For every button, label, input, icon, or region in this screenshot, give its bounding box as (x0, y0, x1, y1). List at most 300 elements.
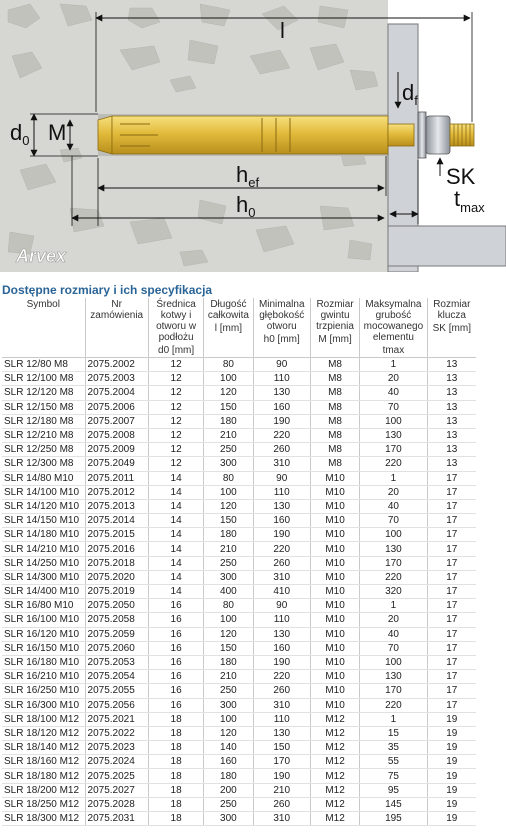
cell-diameter: 16 (148, 613, 203, 627)
cell-diameter: 18 (148, 726, 203, 740)
table-row (2, 613, 476, 627)
cell-symbol: SLR 14/120 M10 (2, 499, 85, 513)
cell-thickness: 1 (360, 358, 427, 372)
cell-thread: M10 (310, 528, 359, 542)
cell-hole-depth: 130 (253, 499, 310, 513)
cell-length: 300 (204, 812, 253, 826)
cell-hole-depth: 110 (253, 712, 310, 726)
cell-symbol: SLR 18/180 M12 (2, 769, 85, 783)
anchor-diagram-svg (0, 0, 506, 272)
cell-symbol: SLR 16/100 M10 (2, 613, 85, 627)
cell-diameter: 18 (148, 741, 203, 755)
cell-thickness: 55 (360, 755, 427, 769)
cell-thickness: 100 (360, 414, 427, 428)
table-row (2, 485, 476, 499)
table-row (2, 372, 476, 386)
cell-wrench: 17 (427, 585, 476, 599)
label-l: l (280, 18, 285, 43)
cell-hole-depth: 310 (253, 457, 310, 471)
cell-wrench: 17 (427, 499, 476, 513)
cell-length: 180 (204, 655, 253, 669)
cell-diameter: 14 (148, 485, 203, 499)
cell-thread: M12 (310, 769, 359, 783)
cell-thickness: 40 (360, 386, 427, 400)
washer (418, 112, 426, 158)
cell-symbol: SLR 18/120 M12 (2, 726, 85, 740)
cell-hole-depth: 90 (253, 599, 310, 613)
cell-symbol: SLR 16/210 M10 (2, 670, 85, 684)
cell-thread: M12 (310, 726, 359, 740)
cell-thickness: 20 (360, 372, 427, 386)
cell-thickness: 170 (360, 443, 427, 457)
cell-order-number: 2075.2012 (85, 485, 148, 499)
cell-diameter: 16 (148, 599, 203, 613)
cell-hole-depth: 110 (253, 485, 310, 499)
cell-symbol: SLR 12/300 M8 (2, 457, 85, 471)
cell-thickness: 220 (360, 698, 427, 712)
cell-order-number: 2075.2003 (85, 372, 148, 386)
cell-thread: M10 (310, 599, 359, 613)
cell-thread: M12 (310, 741, 359, 755)
cell-wrench: 17 (427, 641, 476, 655)
cell-length: 80 (204, 471, 253, 485)
cell-order-number: 2075.2021 (85, 712, 148, 726)
cell-length: 100 (204, 613, 253, 627)
cell-symbol: SLR 18/300 M12 (2, 812, 85, 826)
cell-hole-depth: 160 (253, 400, 310, 414)
cell-thread: M8 (310, 428, 359, 442)
cell-hole-depth: 220 (253, 670, 310, 684)
cell-hole-depth: 210 (253, 783, 310, 797)
cell-symbol: SLR 16/120 M10 (2, 627, 85, 641)
cell-order-number: 2075.2028 (85, 797, 148, 811)
cell-thread: M10 (310, 585, 359, 599)
cell-length: 300 (204, 570, 253, 584)
cell-thickness: 20 (360, 613, 427, 627)
cell-order-number: 2075.2016 (85, 542, 148, 556)
cell-wrench: 17 (427, 570, 476, 584)
table-row (2, 769, 476, 783)
cell-symbol: SLR 12/150 M8 (2, 400, 85, 414)
cell-order-number: 2075.2059 (85, 627, 148, 641)
cell-diameter: 18 (148, 783, 203, 797)
cell-symbol: SLR 18/100 M12 (2, 712, 85, 726)
label-m: M (48, 120, 67, 145)
cell-thickness: 130 (360, 542, 427, 556)
label-tmax: $t_{max}$ (454, 186, 485, 215)
cell-thread: M8 (310, 400, 359, 414)
cell-hole-depth: 90 (253, 358, 310, 372)
cell-thickness: 1 (360, 599, 427, 613)
cell-hole-depth: 190 (253, 769, 310, 783)
cell-wrench: 17 (427, 542, 476, 556)
cell-wrench: 17 (427, 627, 476, 641)
cell-wrench: 17 (427, 514, 476, 528)
cell-thickness: 130 (360, 428, 427, 442)
anchor-shaft (388, 124, 414, 146)
cell-diameter: 16 (148, 670, 203, 684)
cell-wrench: 17 (427, 599, 476, 613)
cell-order-number: 2075.2055 (85, 684, 148, 698)
cell-diameter: 14 (148, 471, 203, 485)
cell-order-number: 2075.2060 (85, 641, 148, 655)
cell-length: 250 (204, 684, 253, 698)
table-row (2, 386, 476, 400)
cell-length: 100 (204, 712, 253, 726)
label-hef: $h_{ef}$ (236, 162, 260, 190)
cell-order-number: 2075.2013 (85, 499, 148, 513)
cell-diameter: 14 (148, 499, 203, 513)
cell-thread: M10 (310, 485, 359, 499)
cell-symbol: SLR 14/210 M10 (2, 542, 85, 556)
cell-order-number: 2075.2027 (85, 783, 148, 797)
table-row (2, 443, 476, 457)
cell-length: 180 (204, 414, 253, 428)
cell-length: 200 (204, 783, 253, 797)
cell-order-number: 2075.2058 (85, 613, 148, 627)
cell-order-number: 2075.2009 (85, 443, 148, 457)
cell-thread: M12 (310, 797, 359, 811)
header-order-number: Nr zamówienia (85, 298, 148, 358)
cell-diameter: 14 (148, 528, 203, 542)
cell-diameter: 14 (148, 556, 203, 570)
cell-symbol: SLR 14/150 M10 (2, 514, 85, 528)
cell-length: 120 (204, 726, 253, 740)
header-symbol: Symbol (2, 298, 85, 358)
cell-wrench: 13 (427, 428, 476, 442)
header-wrench: Rozmiar klucza SK [mm] (427, 298, 476, 358)
cell-hole-depth: 260 (253, 684, 310, 698)
specification-table (2, 298, 476, 826)
cell-diameter: 14 (148, 514, 203, 528)
cell-wrench: 13 (427, 414, 476, 428)
cell-thread: M10 (310, 641, 359, 655)
cell-wrench: 19 (427, 726, 476, 740)
cell-order-number: 2075.2019 (85, 585, 148, 599)
cell-length: 120 (204, 627, 253, 641)
cell-order-number: 2075.2015 (85, 528, 148, 542)
cell-diameter: 12 (148, 457, 203, 471)
cell-length: 100 (204, 485, 253, 499)
cell-length: 300 (204, 457, 253, 471)
cell-length: 300 (204, 698, 253, 712)
cell-thread: M10 (310, 542, 359, 556)
cell-length: 140 (204, 741, 253, 755)
cell-thickness: 130 (360, 670, 427, 684)
cell-order-number: 2075.2020 (85, 570, 148, 584)
cell-order-number: 2075.2014 (85, 514, 148, 528)
cell-thickness: 20 (360, 485, 427, 499)
cell-symbol: SLR 12/100 M8 (2, 372, 85, 386)
cell-hole-depth: 310 (253, 698, 310, 712)
cell-diameter: 12 (148, 358, 203, 372)
cell-length: 210 (204, 670, 253, 684)
cell-thread: M10 (310, 627, 359, 641)
cell-wrench: 13 (427, 400, 476, 414)
cell-wrench: 19 (427, 797, 476, 811)
arvex-logo: Arvex (16, 246, 67, 266)
anchor-cone (98, 116, 112, 154)
cell-hole-depth: 410 (253, 585, 310, 599)
table-row (2, 556, 476, 570)
cell-thread: M8 (310, 372, 359, 386)
cell-thread: M10 (310, 613, 359, 627)
cell-hole-depth: 130 (253, 726, 310, 740)
cell-hole-depth: 110 (253, 372, 310, 386)
table-row (2, 358, 476, 372)
table-row (2, 599, 476, 613)
cell-diameter: 16 (148, 684, 203, 698)
cell-length: 210 (204, 542, 253, 556)
cell-length: 150 (204, 641, 253, 655)
table-row (2, 655, 476, 669)
cell-order-number: 2075.2025 (85, 769, 148, 783)
cell-thread: M10 (310, 570, 359, 584)
cell-thickness: 95 (360, 783, 427, 797)
cell-wrench: 17 (427, 485, 476, 499)
cell-diameter: 16 (148, 698, 203, 712)
cell-hole-depth: 160 (253, 641, 310, 655)
table-row (2, 428, 476, 442)
cell-thickness: 40 (360, 627, 427, 641)
cell-wrench: 19 (427, 712, 476, 726)
table-body (2, 358, 476, 826)
cell-thread: M12 (310, 712, 359, 726)
cell-symbol: SLR 18/250 M12 (2, 797, 85, 811)
cell-wrench: 19 (427, 755, 476, 769)
header-hole-depth: Minimalna głębokość otworu h0 [mm] (253, 298, 310, 358)
table-row (2, 499, 476, 513)
cell-hole-depth: 310 (253, 812, 310, 826)
cell-diameter: 12 (148, 443, 203, 457)
cell-order-number: 2075.2056 (85, 698, 148, 712)
cell-thread: M10 (310, 670, 359, 684)
cell-thread: M8 (310, 414, 359, 428)
cell-length: 150 (204, 400, 253, 414)
cell-thickness: 100 (360, 655, 427, 669)
cell-thread: M10 (310, 655, 359, 669)
cell-thickness: 70 (360, 514, 427, 528)
cell-hole-depth: 260 (253, 797, 310, 811)
cell-symbol: SLR 14/180 M10 (2, 528, 85, 542)
cell-diameter: 16 (148, 627, 203, 641)
table-row (2, 670, 476, 684)
cell-length: 150 (204, 514, 253, 528)
cell-thickness: 100 (360, 528, 427, 542)
cell-symbol: SLR 16/250 M10 (2, 684, 85, 698)
header-diameter: Średnica kotwy i otworu w podłożu d0 [mm] (148, 298, 203, 358)
label-d0: $d_0$ (10, 120, 30, 148)
cell-symbol: SLR 12/210 M8 (2, 428, 85, 442)
cell-hole-depth: 310 (253, 570, 310, 584)
cell-wrench: 17 (427, 528, 476, 542)
cell-diameter: 12 (148, 428, 203, 442)
table-row (2, 755, 476, 769)
cell-hole-depth: 260 (253, 556, 310, 570)
cell-order-number: 2075.2002 (85, 358, 148, 372)
cell-hole-depth: 260 (253, 443, 310, 457)
table-row (2, 570, 476, 584)
cell-length: 250 (204, 443, 253, 457)
cell-symbol: SLR 18/160 M12 (2, 755, 85, 769)
cell-symbol: SLR 18/200 M12 (2, 783, 85, 797)
cell-diameter: 14 (148, 585, 203, 599)
anchor-diagram (0, 0, 506, 272)
table-row (2, 684, 476, 698)
cell-wrench: 19 (427, 783, 476, 797)
cell-symbol: SLR 16/180 M10 (2, 655, 85, 669)
cell-order-number: 2075.2008 (85, 428, 148, 442)
cell-length: 210 (204, 428, 253, 442)
header-thickness: Maksymalna grubość mocowanego elementu tmax (360, 298, 427, 358)
cell-wrench: 19 (427, 741, 476, 755)
cell-order-number: 2075.2007 (85, 414, 148, 428)
cell-thickness: 1 (360, 712, 427, 726)
cell-order-number: 2075.2031 (85, 812, 148, 826)
cell-thread: M10 (310, 471, 359, 485)
cell-order-number: 2075.2018 (85, 556, 148, 570)
cell-order-number: 2075.2050 (85, 599, 148, 613)
cell-diameter: 16 (148, 641, 203, 655)
cell-thread: M8 (310, 386, 359, 400)
table-row (2, 741, 476, 755)
table-row (2, 641, 476, 655)
table-row (2, 400, 476, 414)
base-plate (388, 226, 506, 266)
cell-thread: M10 (310, 556, 359, 570)
cell-length: 120 (204, 386, 253, 400)
cell-order-number: 2075.2022 (85, 726, 148, 740)
cell-symbol: SLR 14/250 M10 (2, 556, 85, 570)
cell-symbol: SLR 16/80 M10 (2, 599, 85, 613)
cell-order-number: 2075.2024 (85, 755, 148, 769)
cell-hole-depth: 190 (253, 655, 310, 669)
cell-symbol: SLR 18/140 M12 (2, 741, 85, 755)
cell-hole-depth: 110 (253, 613, 310, 627)
cell-symbol: SLR 14/100 M10 (2, 485, 85, 499)
cell-symbol: SLR 14/300 M10 (2, 570, 85, 584)
cell-wrench: 19 (427, 812, 476, 826)
cell-thickness: 220 (360, 570, 427, 584)
cell-length: 120 (204, 499, 253, 513)
table-row (2, 797, 476, 811)
cell-wrench: 17 (427, 471, 476, 485)
table-row (2, 812, 476, 826)
cell-thickness: 220 (360, 457, 427, 471)
label-sk: SK (446, 164, 476, 189)
cell-length: 80 (204, 599, 253, 613)
cell-wrench: 13 (427, 372, 476, 386)
cell-hole-depth: 220 (253, 428, 310, 442)
table-row (2, 514, 476, 528)
table-row (2, 698, 476, 712)
cell-hole-depth: 160 (253, 514, 310, 528)
cell-thread: M8 (310, 457, 359, 471)
cell-order-number: 2075.2053 (85, 655, 148, 669)
cell-wrench: 17 (427, 670, 476, 684)
cell-diameter: 18 (148, 712, 203, 726)
cell-order-number: 2075.2006 (85, 400, 148, 414)
cell-order-number: 2075.2054 (85, 670, 148, 684)
cell-length: 180 (204, 528, 253, 542)
cell-diameter: 12 (148, 414, 203, 428)
cell-wrench: 19 (427, 769, 476, 783)
cell-thread: M12 (310, 812, 359, 826)
cell-symbol: SLR 12/180 M8 (2, 414, 85, 428)
cell-thread: M8 (310, 443, 359, 457)
cell-diameter: 12 (148, 372, 203, 386)
cell-thickness: 75 (360, 769, 427, 783)
cell-wrench: 13 (427, 457, 476, 471)
cell-diameter: 18 (148, 755, 203, 769)
cell-thickness: 170 (360, 556, 427, 570)
table-header-row (2, 298, 476, 358)
cell-symbol: SLR 12/120 M8 (2, 386, 85, 400)
cell-thread: M12 (310, 755, 359, 769)
table-row (2, 542, 476, 556)
cell-symbol: SLR 14/400 M10 (2, 585, 85, 599)
section-caption: Dostępne rozmiary i ich specyfikacja (2, 283, 213, 297)
cell-symbol: SLR 12/80 M8 (2, 358, 85, 372)
cell-thickness: 70 (360, 400, 427, 414)
cell-thickness: 40 (360, 499, 427, 513)
cell-order-number: 2075.2011 (85, 471, 148, 485)
label-h0: $h_0$ (236, 192, 256, 220)
table-row (2, 783, 476, 797)
cell-thickness: 195 (360, 812, 427, 826)
table-row (2, 457, 476, 471)
header-thread: Rozmiar gwintu trzpienia M [mm] (310, 298, 359, 358)
cell-thickness: 320 (360, 585, 427, 599)
hex-nut (426, 116, 450, 154)
cell-wrench: 13 (427, 386, 476, 400)
header-length: Długość całkowita l [mm] (204, 298, 253, 358)
cell-thread: M12 (310, 783, 359, 797)
cell-length: 400 (204, 585, 253, 599)
table-row (2, 726, 476, 740)
cell-thread: M8 (310, 358, 359, 372)
cell-length: 180 (204, 769, 253, 783)
cell-hole-depth: 190 (253, 414, 310, 428)
cell-hole-depth: 190 (253, 528, 310, 542)
cell-order-number: 2075.2004 (85, 386, 148, 400)
cell-hole-depth: 150 (253, 741, 310, 755)
cell-wrench: 17 (427, 613, 476, 627)
cell-order-number: 2075.2023 (85, 741, 148, 755)
cell-symbol: SLR 16/150 M10 (2, 641, 85, 655)
cell-symbol: SLR 14/80 M10 (2, 471, 85, 485)
cell-wrench: 17 (427, 655, 476, 669)
cell-wrench: 17 (427, 684, 476, 698)
table-row (2, 471, 476, 485)
cell-length: 250 (204, 797, 253, 811)
table-row (2, 585, 476, 599)
cell-wrench: 13 (427, 443, 476, 457)
cell-hole-depth: 170 (253, 755, 310, 769)
table-row (2, 712, 476, 726)
table-row (2, 627, 476, 641)
cell-wrench: 13 (427, 358, 476, 372)
cell-diameter: 18 (148, 797, 203, 811)
cell-hole-depth: 130 (253, 627, 310, 641)
cell-wrench: 17 (427, 698, 476, 712)
cell-diameter: 18 (148, 769, 203, 783)
cell-thread: M10 (310, 499, 359, 513)
cell-diameter: 16 (148, 655, 203, 669)
cell-order-number: 2075.2049 (85, 457, 148, 471)
cell-diameter: 18 (148, 812, 203, 826)
cell-length: 160 (204, 755, 253, 769)
